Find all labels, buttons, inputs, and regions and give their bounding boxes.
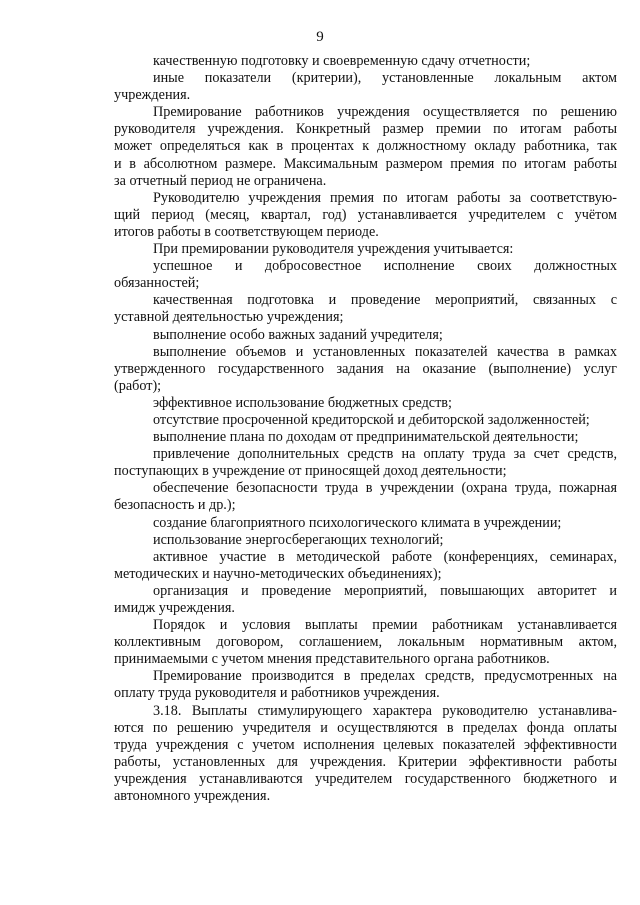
text-line: Премирование производится в пределах средств, предусмотренных на (153, 668, 617, 685)
text-line: учреждения устанавливаются учредителем государственного бюджетного и (114, 770, 617, 787)
text-line: работы, установленных для учреждения. Критерии эффективности работы (114, 753, 617, 770)
text-line: качественную подготовку и своевременную сдачу отчетности; (153, 53, 531, 69)
page-number: 9 (316, 29, 324, 45)
text-line: безопасность и др.); (114, 497, 236, 514)
text-line: активное участие в методической работе (конференциях, семинарах, (153, 548, 617, 565)
text-line: автономного учреждения. (114, 788, 271, 805)
text-line: использование энергосберегающих технологий; (153, 531, 444, 548)
document-body (114, 53, 617, 805)
text-line: щий период (месяц, квартал, год) устанавливается учредителем с учётом (114, 206, 617, 223)
text-line: руководителя учреждения. Конкретный размер премии по итогам работы (114, 121, 617, 138)
text-line: выполнение особо важных заданий учредителя; (153, 326, 443, 343)
text-line: оплату труда руководителя и работников учреждения. (114, 685, 440, 702)
text-line: Руководителю учреждения премия по итогам работы за соответствую- (153, 189, 617, 206)
text-line: качественная подготовка и проведение мероприятий, связанных с (153, 292, 617, 309)
text-line: поступающих в учреждение от приносящей доход деятельности; (114, 463, 507, 480)
text-line: принимаемыми с учетом мнения представительного органа работников. (114, 651, 550, 668)
text-line: обеспечение безопасности труда в учреждении (охрана труда, пожарная (153, 480, 617, 497)
text-line: методических и научно-методических объединениях); (114, 565, 442, 582)
text-line: Порядок и условия выплаты премии работникам устанавливается (153, 617, 617, 634)
text-line: 3.18. Выплаты стимулирующего характера руководителю устанавлива- (153, 702, 617, 719)
text-line: При премировании руководителя учреждения учитывается: (153, 241, 514, 258)
text-line: выполнение объемов и установленных показателей качества в рамках (153, 343, 617, 360)
text-line: может определяться как в процентах к должностному окладу работника, так (114, 138, 617, 155)
text-line: итогов работы в соответствующем периоде. (114, 223, 379, 240)
text-line: за отчетный период не ограничена. (114, 172, 327, 189)
text-line: иные показатели (критерии), установленные локальным актом (153, 70, 617, 87)
text-line: утвержденного государственного задания на оказание (выполнение) услуг (114, 360, 617, 377)
text-line: (работ); (114, 377, 162, 394)
text-line: выполнение плана по доходам от предпринимательской деятельности; (153, 429, 579, 446)
text-line: успешное и добросовестное исполнение своих должностных (153, 258, 617, 275)
text-line: обязанностей; (114, 275, 200, 292)
text-line: труда учреждения с учетом исполнения целевых показателей эффективности (114, 736, 617, 753)
text-line: Премирование работников учреждения осуществляется по решению (153, 104, 617, 121)
text-line: ются по решению учредителя и осуществляются в пределах фонда оплаты (114, 719, 617, 736)
text-line: создание благоприятного психологического климата в учреждении; (153, 514, 562, 531)
text-line: привлечение дополнительных средств на оплату труда за счет средств, (153, 446, 617, 463)
text-line: отсутствие просроченной кредиторской и дебиторской задолженностей; (153, 411, 590, 428)
text-line: имидж учреждения. (114, 600, 235, 616)
text-line: организация и проведение мероприятий, повышающих авторитет и (153, 582, 617, 599)
text-line: коллективным договором, соглашением, локальным нормативным актом, (114, 634, 617, 651)
text-line: эффективное использование бюджетных средств; (153, 394, 452, 411)
text-line: уставной деятельностью учреждения; (114, 309, 344, 326)
text-line: учреждения. (114, 87, 191, 104)
text-line: и в абсолютном размере. Максимальным размером премия по итогам работы (114, 155, 617, 172)
